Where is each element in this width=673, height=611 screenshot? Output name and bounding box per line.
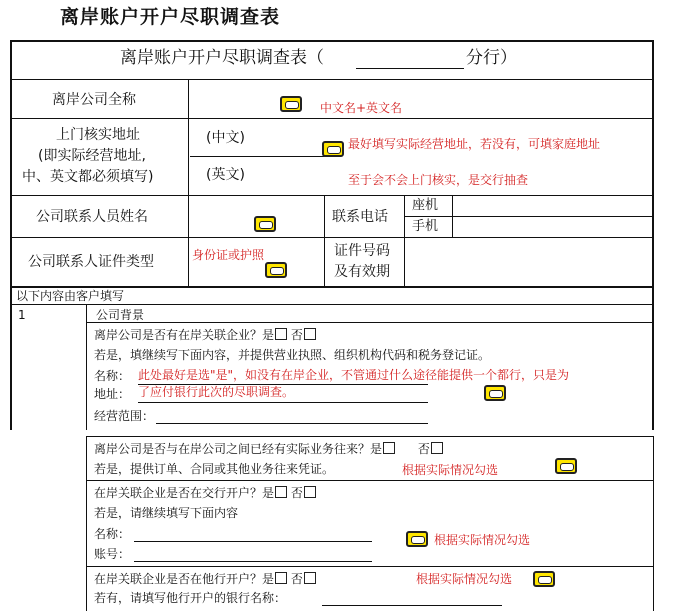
page-title: 离岸账户开户尽职调查表 (60, 6, 281, 28)
id-number-label: 证件号码 (334, 243, 390, 259)
col-divider (324, 195, 325, 288)
address-label-note-1: (即实际经营地址, (38, 148, 146, 164)
company-name-field[interactable] (190, 81, 652, 117)
row-divider (10, 195, 654, 196)
question-business-dealings (94, 442, 443, 455)
mobile-field[interactable] (454, 218, 652, 236)
bocom-instructions: 若是，请继续填写下面内容 (94, 506, 239, 520)
affiliate-name-label: 名称： (94, 369, 131, 383)
question-other-bank-account (94, 572, 316, 585)
bocom-name-line (134, 541, 372, 542)
bocom-name-label: 名称： (94, 527, 131, 541)
address-label: 上门核实地址 (56, 127, 140, 143)
col-divider (188, 79, 189, 288)
landline-field[interactable] (454, 197, 652, 215)
row-divider (404, 216, 654, 217)
row-divider (10, 79, 654, 80)
affiliate-address-label: 地址： (94, 387, 131, 401)
section-title: 公司背景 (96, 308, 145, 322)
annotation-company-name: 中文名+英文名 (320, 101, 403, 115)
annotation-check-3: 根据实际情况勾选 (416, 572, 513, 586)
id-type-label: 公司联系人证件类型 (28, 254, 154, 270)
address-label-note-2: 中、英文都必须填写) (22, 169, 154, 185)
address-cn-underline (190, 156, 340, 157)
option-no-label: 否 (290, 328, 303, 342)
phone-label: 联系电话 (332, 209, 388, 225)
annotation-address: 最好填写实际经营地址，若没有，可填家庭地址 (348, 137, 601, 151)
question-text: 在岸关联企业是否在他行开户？是 (94, 572, 275, 586)
question-text: 离岸公司是否与在岸公司之间已经有实际业务往来？是 (94, 442, 383, 456)
question-bocom-account (94, 486, 316, 499)
annotation-check-2: 根据实际情况勾选 (434, 533, 531, 547)
mobile-label: 手机 (412, 219, 439, 234)
checkbox-no[interactable] (431, 442, 443, 454)
business-dealings-instructions: 若是，提供订单、合同或其他业务往来凭证。 (94, 462, 335, 476)
form-header-suffix: 分行） (466, 48, 517, 68)
row-divider (10, 237, 654, 238)
comment-icon[interactable] (406, 531, 428, 547)
form-header-title: 离岸账户开户尽职调查表（ (120, 48, 324, 68)
annotation-check-1: 根据实际情况勾选 (402, 463, 499, 477)
option-no-label: 否 (290, 572, 303, 586)
row-divider (86, 566, 654, 567)
question-onshore-affiliate (94, 328, 316, 341)
if-yes-instructions: 若是，填继续写下面内容，并提供营业执照、组织机构代码和税务登记证。 (94, 348, 491, 362)
address-en-label: (英文) (206, 167, 245, 183)
checkbox-yes[interactable] (275, 572, 287, 584)
section-number: 1 (18, 308, 26, 322)
option-no-label: 否 (417, 442, 430, 456)
table-border-right (652, 288, 654, 430)
id-number-field[interactable] (406, 239, 652, 286)
other-bank-instructions: 若有，请填写他行开户的银行名称： (94, 591, 287, 605)
row-divider (10, 304, 654, 305)
comment-icon[interactable] (322, 141, 344, 157)
contact-name-label: 公司联系人员姓名 (36, 209, 148, 225)
checkbox-no[interactable] (304, 572, 316, 584)
option-no-label: 否 (290, 486, 303, 500)
id-type-field[interactable] (190, 239, 320, 286)
affiliate-address-line (138, 402, 428, 403)
bocom-account-line (134, 561, 372, 562)
checkbox-no[interactable] (304, 486, 316, 498)
annotation-verify: 至于会不会上门核实，是交行抽查 (348, 173, 529, 187)
annotation-yes-hint-2: 了应付银行此次的尽职调查。 (138, 385, 295, 399)
checkbox-no[interactable] (304, 328, 316, 340)
comment-icon[interactable] (254, 216, 276, 232)
table-border-left (10, 288, 12, 430)
bocom-account-label: 账号： (94, 547, 131, 561)
annotation-yes-hint-1: 此处最好是选"是"，如没有在岸企业，不管通过什么途径能提供一个都行，只是为 (138, 368, 570, 382)
comment-icon[interactable] (280, 96, 302, 112)
comment-icon[interactable] (555, 458, 577, 474)
address-cn-label: (中文) (206, 130, 245, 146)
other-bank-name-line (322, 605, 502, 606)
business-scope-label: 经营范围： (94, 409, 155, 423)
client-fill-note: 以下内容由客户填写 (16, 289, 125, 303)
checkbox-yes[interactable] (275, 328, 287, 340)
comment-icon[interactable] (533, 571, 555, 587)
question-text: 离岸公司是否有在岸关联企业？是 (94, 328, 275, 342)
row-divider (10, 118, 654, 119)
branch-blank-line (356, 68, 464, 69)
checkbox-yes[interactable] (383, 442, 395, 454)
checkbox-yes[interactable] (275, 486, 287, 498)
annotation-id-type: 身份证或护照 (192, 248, 265, 262)
comment-icon[interactable] (265, 262, 287, 278)
landline-label: 座机 (412, 198, 439, 213)
row-divider (86, 480, 654, 481)
company-name-label: 离岸公司全称 (52, 92, 136, 108)
row-divider (86, 322, 654, 323)
question-text: 在岸关联企业是否在交行开户？是 (94, 486, 275, 500)
business-scope-line (156, 423, 428, 424)
col-divider (404, 195, 405, 288)
comment-icon[interactable] (484, 385, 506, 401)
id-validity-label: 及有效期 (334, 264, 390, 280)
